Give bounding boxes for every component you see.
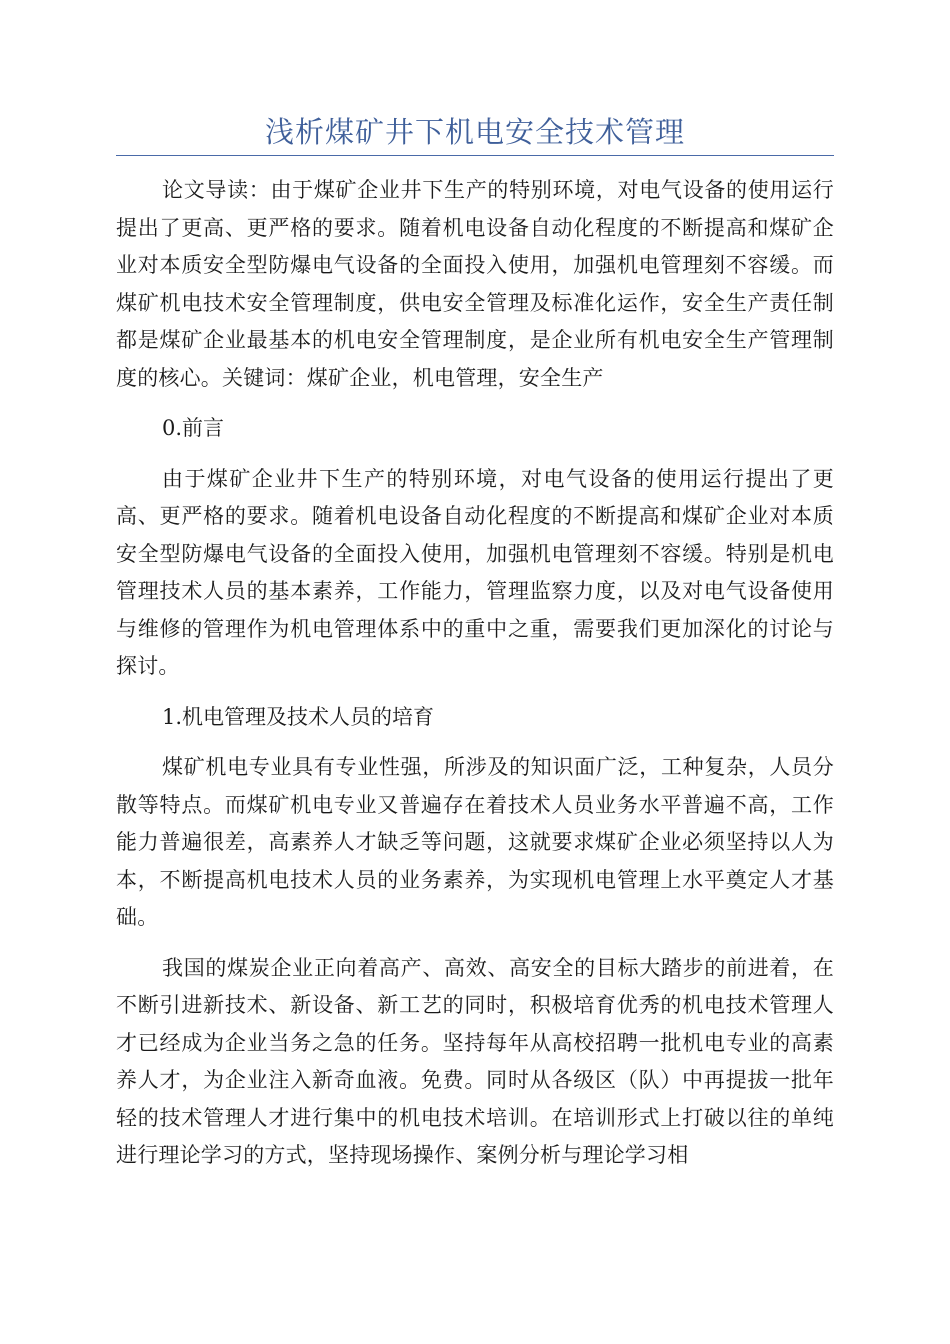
document-title: 浅析煤矿井下机电安全技术管理 bbox=[264, 115, 685, 149]
section-heading-preface: 0.前言 bbox=[162, 416, 225, 440]
intro-paragraph: 论文导读：由于煤矿企业井下生产的特别环境，对电气设备的使用运行提出了更高、更严格的要求。随着机电设备自动化程度的不断提高和煤矿企业对本质安全型防爆电气设备的全面投入使用，加强机电管理刻不容缓。而煤矿机电技术安全管理制度，供电安全管理及标准化运作，安全生产责任制都是煤矿企业最基本的机电安全管理制度，是企业所有机电安全生产管理制度的核心。关键词：煤矿企业，机电管理，安全生产 bbox=[116, 178, 834, 390]
title-underline bbox=[116, 155, 834, 156]
training-paragraph-1: 煤矿机电专业具有专业性强，所涉及的知识面广泛，工种复杂，人员分散等特点。而煤矿机电专业又普遍存在着技术人员业务水平普遍不高，工作能力普遍很差，高素养人才缺乏等问题，这就要求煤矿企业必须坚持以人为本，不断提高机电技术人员的业务素养，为实现机电管理上水平奠定人才基础。 bbox=[116, 755, 834, 929]
document-body bbox=[116, 172, 834, 1188]
training-paragraph-2: 我国的煤炭企业正向着高产、高效、高安全的目标大踏步的前进着，在不断引进新技术、新设备、新工艺的同时，积极培育优秀的机电技术管理人才已经成为企业当务之急的任务。坚持每年从高校招聘一批机电专业的高素养人才，为企业注入新奇血液。免费。同时从各级区（队）中再提拔一批年轻的技术管理人才进行集中的机电技术培训。在培训形式上打破以往的单纯进行理论学习的方式，坚持现场操作、案例分析与理论学习相 bbox=[116, 955, 834, 1167]
preface-paragraph: 由于煤矿企业井下生产的特别环境，对电气设备的使用运行提出了更高、更严格的要求。随着机电设备自动化程度的不断提高和煤矿企业对本质安全型防爆电气设备的全面投入使用，加强机电管理刻不容缓。特别是机电管理技术人员的基本素养，工作能力，管理监察力度，以及对电气设备使用与维修的管理作为机电管理体系中的重中之重，需要我们更加深化的讨论与探讨。 bbox=[116, 466, 834, 678]
section-heading-training: 1.机电管理及技术人员的培育 bbox=[162, 704, 435, 729]
